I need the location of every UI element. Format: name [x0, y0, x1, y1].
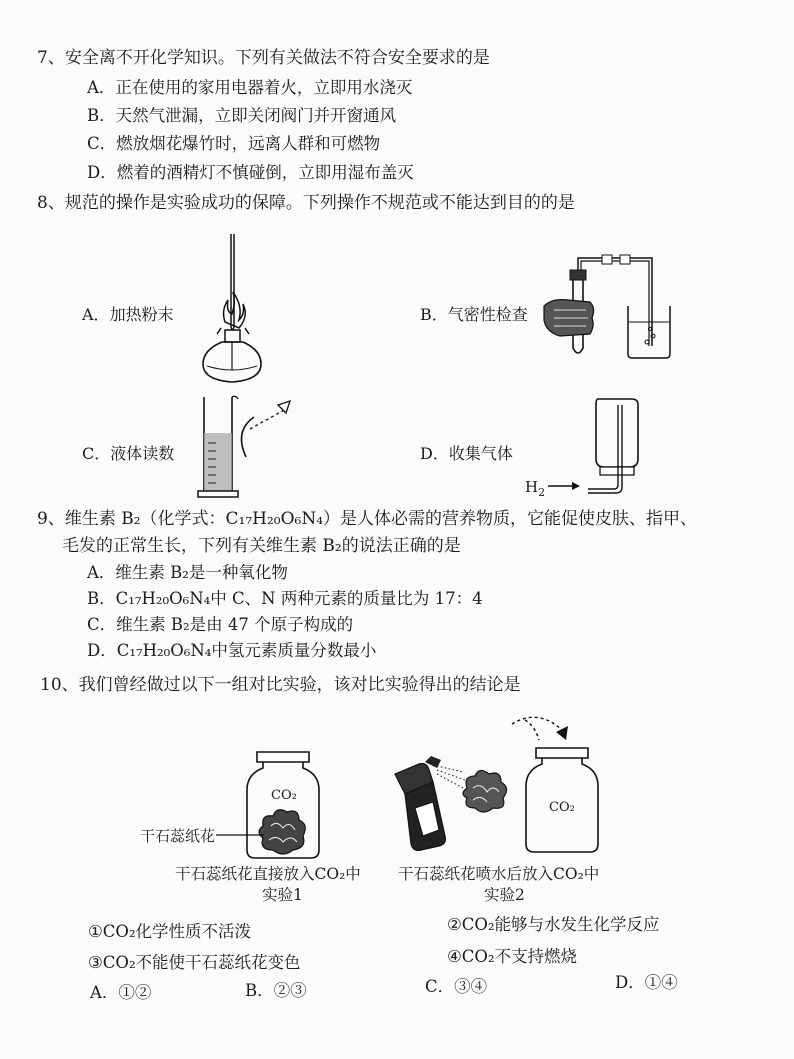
q10-choice-a: A．①②: [90, 983, 152, 1002]
q8-option-b: [420, 302, 528, 325]
alcohol-lamp-heating-figure: [195, 232, 265, 387]
airtightness-check-figure: [540, 248, 670, 363]
experiment1-name: 实验1: [262, 886, 303, 904]
q8-option-a-text: 加热粉末: [109, 305, 174, 324]
h2-label: [525, 478, 545, 499]
jar2-co2-label: CO₂: [549, 800, 575, 815]
experiment2-caption: 干石蕊纸花喷水后放入CO₂中: [398, 865, 600, 883]
q9-option-c: C．维生素 B₂是由 47 个原子构成的: [87, 615, 354, 634]
q9-stem-line2: 毛发的正常生长，下列有关维生素 B₂的说法正确的是: [62, 536, 461, 556]
q8-option-c: [82, 441, 174, 464]
q10-choice-b: B．②③: [245, 981, 307, 1000]
q9-option-d: D．C₁₇H₂₀O₆N₄中氢元素质量分数最小: [87, 641, 377, 660]
q10-statement-4: ④CO₂不支持燃烧: [447, 947, 578, 966]
q7-option-a: A．正在使用的家用电器着火，立即用水浇灭: [87, 78, 413, 97]
q7-stem: 7、安全离不开化学知识。下列有关做法不符合安全要求的是: [37, 48, 490, 68]
q9-option-a: A．维生素 B₂是一种氧化物: [87, 563, 288, 582]
co2-jar-experiment1-figure: [243, 750, 323, 860]
q8-stem: 8、规范的操作是实验成功的保障。下列操作不规范或不能达到目的的是: [37, 193, 575, 213]
q8-option-c-letter: C．: [82, 444, 111, 463]
q10-choice-d: D．①④: [615, 973, 678, 992]
q10-statement-3: ③CO₂不能使干石蕊纸花变色: [88, 953, 301, 972]
q10-choice-c: C．③④: [425, 977, 488, 996]
q10-statement-2: ②CO₂能够与水发生化学反应: [447, 915, 660, 934]
q10-statement-1: ①CO₂化学性质不活泼: [88, 922, 252, 941]
q8-option-a: [82, 302, 174, 325]
experiment1-caption: 干石蕊纸花直接放入CO₂中: [175, 865, 361, 883]
q7-option-c: C．燃放烟花爆竹时，远离人群和可燃物: [87, 134, 381, 153]
q8-option-b-letter: B．: [420, 305, 448, 324]
q8-option-b-text: 气密性检查: [447, 305, 528, 324]
q7-option-d: D．燃着的酒精灯不慎碰倒，立即用湿布盖灭: [87, 163, 414, 182]
q10-stem: 10、我们曾经做过以下一组对比实验，该对比实验得出的结论是: [40, 675, 521, 695]
q8-option-a-letter: A．: [82, 305, 110, 324]
q8-option-c-text: 液体读数: [110, 444, 175, 463]
q9-option-b: B．C₁₇H₂₀O₆N₄中 C、N 两种元素的质量比为 17：4: [87, 589, 483, 608]
q8-option-d-text: 收集气体: [448, 444, 513, 463]
graduated-cylinder-reading-figure: [196, 395, 296, 500]
experiment2-name: 实验2: [484, 886, 525, 904]
h2-label-subscript: 2: [538, 486, 546, 499]
q7-option-b: B．天然气泄漏，立即关闭阀门并开窗通风: [87, 106, 397, 125]
jar1-co2-label: CO₂: [271, 788, 297, 803]
flower-label-leader-line: [216, 832, 266, 838]
q8-option-d-letter: D．: [420, 444, 449, 463]
h2-label-letter: H: [525, 478, 539, 496]
dry-litmus-flower-label: 干石蕊纸花: [140, 827, 216, 845]
q9-stem-line1: 9、维生素 B₂（化学式：C₁₇H₂₀O₆N₄）是人体必需的营养物质，它能促使皮肤、指甲、: [37, 509, 698, 529]
q8-option-d: [420, 441, 513, 464]
